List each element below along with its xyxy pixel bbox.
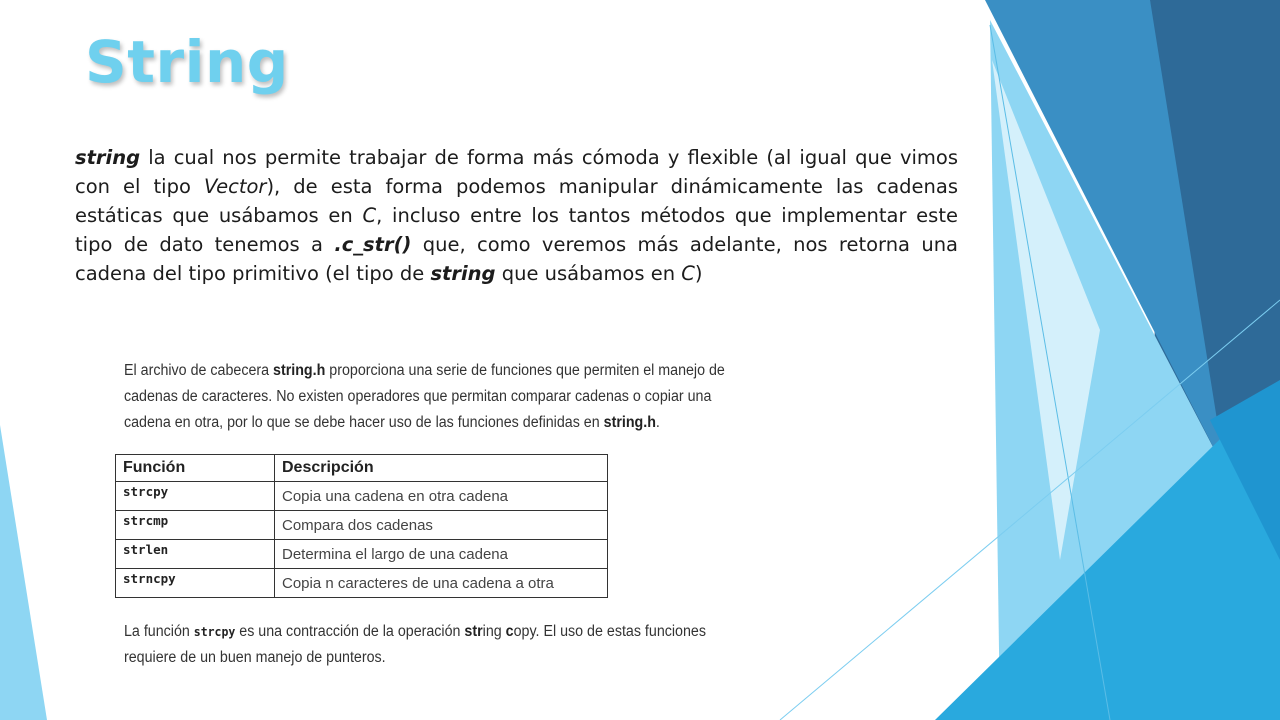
note-text: opy [513, 623, 536, 640]
function-description: Copia n caracteres de una cadena a otra [275, 569, 608, 598]
emphasis-c: c [505, 623, 514, 640]
paragraph-text: ), de esta forma podemos manipular dinámicamente las cadenas estáticas que usábamos en [75, 175, 958, 227]
keyword-c: C [681, 262, 695, 285]
function-name: strlen [116, 540, 275, 569]
intro-paragraph [75, 143, 958, 288]
emphasis-str: str [464, 623, 483, 640]
paragraph-text: que usábamos en [495, 262, 682, 285]
excerpt-note-text [124, 619, 750, 671]
intro-text: proporciona una serie de funciones que permiten el manejo de cadenas de caracteres. No existen operadores que permitan comparar cadenas o copiar una cadena en otra, por lo que se debe hacer uso de las funciones definidas en [124, 362, 725, 431]
code-strcpy: strcpy [193, 624, 236, 639]
excerpt-intro-text [124, 358, 750, 436]
function-name: strcpy [116, 482, 275, 511]
function-name: strncpy [116, 569, 275, 598]
note-text: ing [482, 623, 506, 640]
table-row [116, 511, 608, 540]
table-row [116, 540, 608, 569]
functions-table [115, 454, 608, 598]
intro-text: . [655, 414, 660, 431]
left-blue-strip [0, 425, 47, 720]
note-text: La función [124, 623, 194, 640]
table-header-row [116, 455, 608, 482]
table-row [116, 482, 608, 511]
header-description: Descripción [275, 455, 608, 482]
slide-title: String [85, 28, 289, 96]
table-row [116, 569, 608, 598]
paragraph-text: , incluso entre los tantos métodos que implementar este tipo de dato tenemos a [75, 204, 958, 256]
function-description: Determina el largo de una cadena [275, 540, 608, 569]
paragraph-text: ) [694, 262, 703, 285]
paragraph-text: la cual nos permite trabajar de forma más cómoda y flexible (al igual que vimos con el tipo [75, 146, 958, 198]
function-description: Copia una cadena en otra cadena [275, 482, 608, 511]
keyword-c-str: .c_str() [334, 233, 412, 256]
function-description: Compara dos cadenas [275, 511, 608, 540]
keyword-c: C [362, 204, 377, 227]
intro-text: El archivo de cabecera [124, 362, 274, 379]
header-name: string.h [273, 362, 326, 379]
note-text: es una contracción de la operación [235, 623, 465, 640]
keyword-vector: Vector [203, 175, 267, 198]
paragraph-text: que, como veremos más adelante, nos retorna una cadena del tipo primitivo (el tipo de [75, 233, 959, 285]
keyword-string: string [75, 146, 141, 169]
note-text: . El uso de estas funciones requiere de un buen manejo de punteros. [124, 623, 706, 666]
function-name: strcmp [116, 511, 275, 540]
header-name: string.h [603, 414, 656, 431]
keyword-string: string [430, 262, 496, 285]
header-function: Función [116, 455, 275, 482]
embedded-excerpt-image [110, 352, 810, 677]
